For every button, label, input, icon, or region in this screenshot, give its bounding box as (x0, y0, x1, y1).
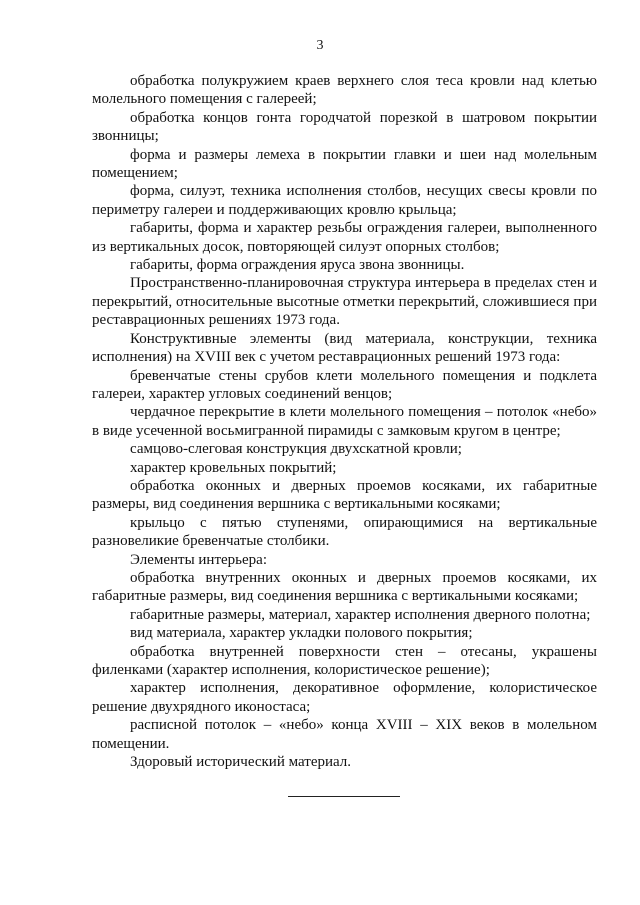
paragraph: крыльцо с пятью ступенями, опирающимися на вертикальные разновеликие бревенчатые столбики. (92, 514, 597, 550)
paragraph: характер исполнения, декоративное оформление, колористическое решение двухрядного иконостаса; (92, 680, 597, 715)
paragraph: форма и размеры лемеха в покрытии главки и шеи над молельным помещением; (92, 146, 597, 182)
paragraph: вид материала, характер укладки полового покрытия; (130, 625, 473, 642)
paragraph: чердачное перекрытие в клети молельного помещения – потолок «небо» в виде усеченной восьмигранной пирамиды с замковым кругом в центре; (92, 404, 597, 439)
paragraph: Здоровый исторический материал. (130, 754, 352, 771)
paragraph: габаритные размеры, материал, характер исполнения дверного полотна; (130, 606, 591, 623)
paragraph: Конструктивные элементы (вид материала, конструкции, техника исполнения) на XVIII век с учетом реставрационных решений 1973 года: (92, 330, 597, 366)
paragraph: расписной потолок – «небо» конца XVIII – XIX веков в молельном помещении. (92, 717, 597, 752)
paragraph: обработка концов гонта городчатой порезкой в шатровом покрытии звонницы; (92, 109, 597, 145)
paragraph: габариты, форма ограждения яруса звона звонницы. (130, 257, 465, 274)
page-number: 3 (316, 38, 324, 53)
footer-divider (288, 796, 400, 797)
document-body (92, 72, 597, 771)
paragraph: обработка внутренней поверхности стен – отесаны, украшены филенками (характер исполнения, колористическое решение); (92, 643, 597, 678)
paragraph: обработка оконных и дверных проемов косяками, их габаритные размеры, вид соединения вершника с вертикальными косяками; (92, 477, 597, 513)
paragraph: бревенчатые стены срубов клети молельного помещения и подклета галереи, характер угловых соединений венцов; (92, 367, 597, 402)
paragraph: характер кровельных покрытий; (130, 459, 337, 476)
paragraph: форма, силуэт, техника исполнения столбов, несущих свесы кровли по периметру галереи и поддерживающих кровлю крыльца; (92, 183, 597, 218)
paragraph: самцово-слеговая конструкция двухскатной кровли; (130, 441, 462, 458)
paragraph: габариты, форма и характер резьбы ограждения галереи, выполненного из вертикальных досок, повторяющей силуэт опорных столбов; (92, 220, 597, 255)
paragraph: Пространственно-планировочная структура интерьера в пределах стен и перекрытий, относительные высотные отметки перекрытий, сложившиеся при реставрационных решениях 1973 года. (92, 275, 597, 329)
section-heading: Элементы интерьера: (130, 551, 267, 568)
paragraph: обработка полукружием краев верхнего слоя теса кровли над клетью молельного помещения с галереей; (92, 73, 597, 108)
paragraph: обработка внутренних оконных и дверных проемов косяками, их габаритные размеры, вид соединения вершника с вертикальными косяками; (92, 569, 597, 605)
